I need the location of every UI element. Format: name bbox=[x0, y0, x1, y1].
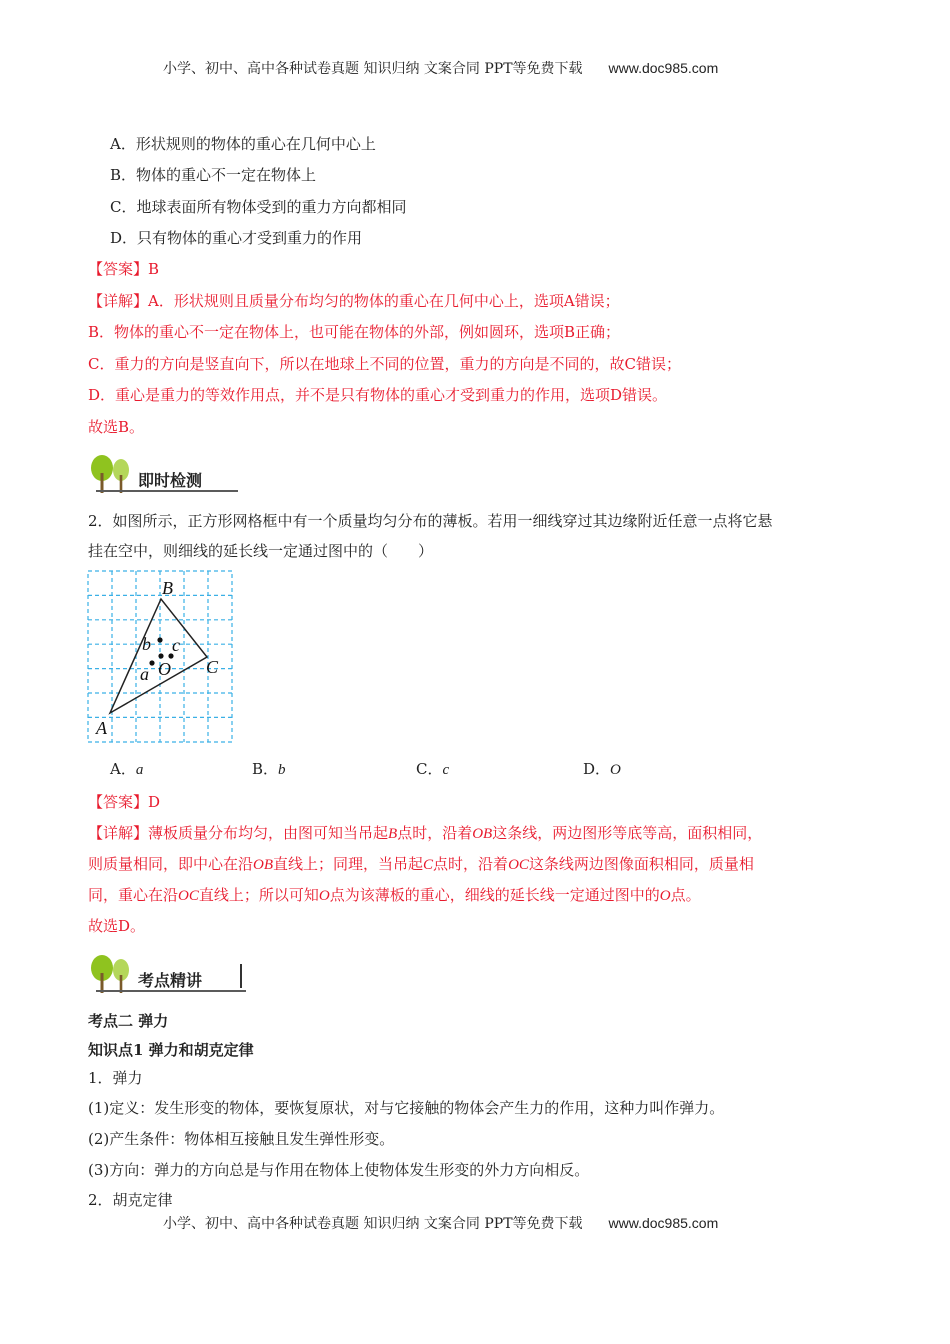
q1-detail-label: 【详解】 bbox=[88, 292, 149, 310]
footer-text: 小学、初中、高中各种试卷真题 知识归纳 文案合同 PPT等免费下载 bbox=[163, 1216, 583, 1232]
q2-detail-var: OB bbox=[253, 857, 274, 873]
q2-detail-label: 【详解】 bbox=[88, 824, 149, 842]
q1-detail-a: A．形状规则且质量分布均匀的物体的重心在几何中心上，选项A错误； bbox=[148, 292, 620, 310]
kp-item-5: 2．胡克定律 bbox=[88, 1191, 173, 1209]
q2-option-c-label: C． bbox=[416, 760, 443, 778]
q2-stem-line-2: 挂在空中，则细线的延长线一定通过图中的（ ） bbox=[88, 542, 434, 560]
section-banner-1 bbox=[88, 453, 238, 495]
q2-option-a bbox=[110, 758, 143, 779]
q2-detail-line-2 bbox=[88, 853, 754, 874]
q2-option-d-value: O bbox=[610, 762, 621, 778]
header-url[interactable]: www.doc985.com bbox=[608, 60, 719, 76]
label-A: A bbox=[96, 718, 107, 738]
point-a bbox=[149, 660, 154, 665]
kp-item-2: (1)定义：发生形变的物体，要恢复原状，对与它接触的物体会产生力的作用，这种力叫作弹力。 bbox=[88, 1099, 725, 1117]
section-underline-2 bbox=[96, 990, 246, 992]
q2-option-d-label: D． bbox=[583, 760, 611, 778]
q1-option-a: A．形状规则的物体的重心在几何中心上 bbox=[110, 135, 376, 153]
kp-heading-1: 考点二 弹力 bbox=[88, 1012, 169, 1030]
q2-detail-var: C bbox=[423, 857, 434, 873]
q1-option-d: D．只有物体的重心才受到重力的作用 bbox=[110, 229, 363, 247]
section-banner-2 bbox=[88, 953, 248, 995]
q2-option-c bbox=[416, 758, 449, 779]
tree-icon bbox=[88, 953, 134, 995]
section-underline-1 bbox=[96, 490, 238, 492]
page-header bbox=[163, 58, 718, 78]
q2-detail-var: O bbox=[318, 888, 330, 904]
section-title-2: 考点精讲 bbox=[138, 971, 203, 990]
q2-detail-text: 点时，沿着 bbox=[397, 824, 473, 842]
point-o bbox=[158, 653, 163, 658]
q2-option-b-label: B． bbox=[252, 760, 279, 778]
kp-item-3: (2)产生条件：物体相互接触且发生弹性形变。 bbox=[88, 1130, 395, 1148]
label-C: C bbox=[206, 657, 219, 677]
q1-detail-d: D．重心是重力的等效作用点，并不是只有物体的重心才受到重力的作用，选项D错误。 bbox=[88, 386, 668, 404]
q2-detail-text: 直线上；同理，当吊起 bbox=[273, 855, 424, 873]
text-cursor bbox=[240, 964, 242, 988]
q2-detail-var: OC bbox=[178, 888, 199, 904]
q2-detail-line-3 bbox=[88, 884, 701, 905]
q2-detail-line-1 bbox=[88, 822, 762, 843]
q2-detail-text: 点为该薄板的重心，细线的延长线一定通过图中的 bbox=[329, 886, 660, 904]
q2-option-a-value: a bbox=[135, 762, 144, 778]
label-B: B bbox=[162, 578, 173, 598]
q2-answer: 【答案】D bbox=[88, 793, 161, 811]
q2-detail-text: 则质量相同，即中心在沿 bbox=[88, 855, 254, 873]
section-title-1: 即时检测 bbox=[138, 471, 203, 490]
q2-detail-var: O bbox=[659, 888, 671, 904]
q2-figure bbox=[86, 569, 236, 745]
tree-icon bbox=[88, 453, 134, 495]
q1-detail-b: B．物体的重心不一定在物体上，也可能在物体的外部，例如圆环，选项B正确； bbox=[88, 323, 621, 341]
label-O: O bbox=[158, 659, 171, 679]
kp-item-4: (3)方向：弹力的方向总是与作用在物体上使物体发生形变的外力方向相反。 bbox=[88, 1161, 590, 1179]
q2-option-d bbox=[583, 758, 621, 779]
q2-detail-text: 这条线两边图像面积相同，质量相 bbox=[528, 855, 754, 873]
q1-detail-line-1 bbox=[88, 290, 620, 311]
q1-answer: 【答案】B bbox=[88, 260, 160, 278]
page-footer bbox=[163, 1213, 718, 1233]
q2-detail-text: 薄板质量分布均匀，由图可知当吊起 bbox=[148, 824, 389, 842]
q2-option-b-value: b bbox=[278, 762, 286, 778]
q2-stem-line-1: 2．如图所示，正方形网格框中有一个质量均匀分布的薄板。若用一细线穿过其边缘附近任意一点将它悬 bbox=[88, 512, 773, 530]
q2-detail-var: OC bbox=[508, 857, 529, 873]
label-c: c bbox=[172, 635, 180, 655]
kp-heading-2: 知识点1 弹力和胡克定律 bbox=[88, 1041, 254, 1059]
point-b bbox=[157, 637, 162, 642]
footer-url[interactable]: www.doc985.com bbox=[608, 1215, 719, 1231]
q2-detail-var: OB bbox=[472, 826, 493, 842]
q2-option-b bbox=[252, 758, 286, 779]
q2-option-a-label: A． bbox=[110, 760, 136, 778]
q2-detail-text: 点。 bbox=[670, 886, 701, 904]
q2-conclusion: 故选D。 bbox=[88, 917, 146, 935]
q2-detail-var: B bbox=[388, 826, 398, 842]
q2-detail-text: 同，重心在沿 bbox=[88, 886, 179, 904]
q1-detail-c: C．重力的方向是竖直向下，所以在地球上不同的位置，重力的方向是不同的，故C错误； bbox=[88, 355, 681, 373]
q2-detail-text: 点时，沿着 bbox=[433, 855, 509, 873]
kp-item-1: 1．弹力 bbox=[88, 1069, 143, 1087]
q2-detail-text: 直线上；所以可知 bbox=[198, 886, 319, 904]
label-a: a bbox=[140, 664, 149, 684]
q2-detail-text: 这条线，两边图形等底等高，面积相同， bbox=[492, 824, 763, 842]
q1-option-b: B．物体的重心不一定在物体上 bbox=[110, 166, 317, 184]
label-b: b bbox=[142, 634, 151, 654]
header-text: 小学、初中、高中各种试卷真题 知识归纳 文案合同 PPT等免费下载 bbox=[163, 61, 583, 77]
q2-option-c-value: c bbox=[442, 762, 450, 778]
q1-option-c: C．地球表面所有物体受到的重力方向都相同 bbox=[110, 198, 407, 216]
q1-conclusion: 故选B。 bbox=[88, 418, 145, 436]
